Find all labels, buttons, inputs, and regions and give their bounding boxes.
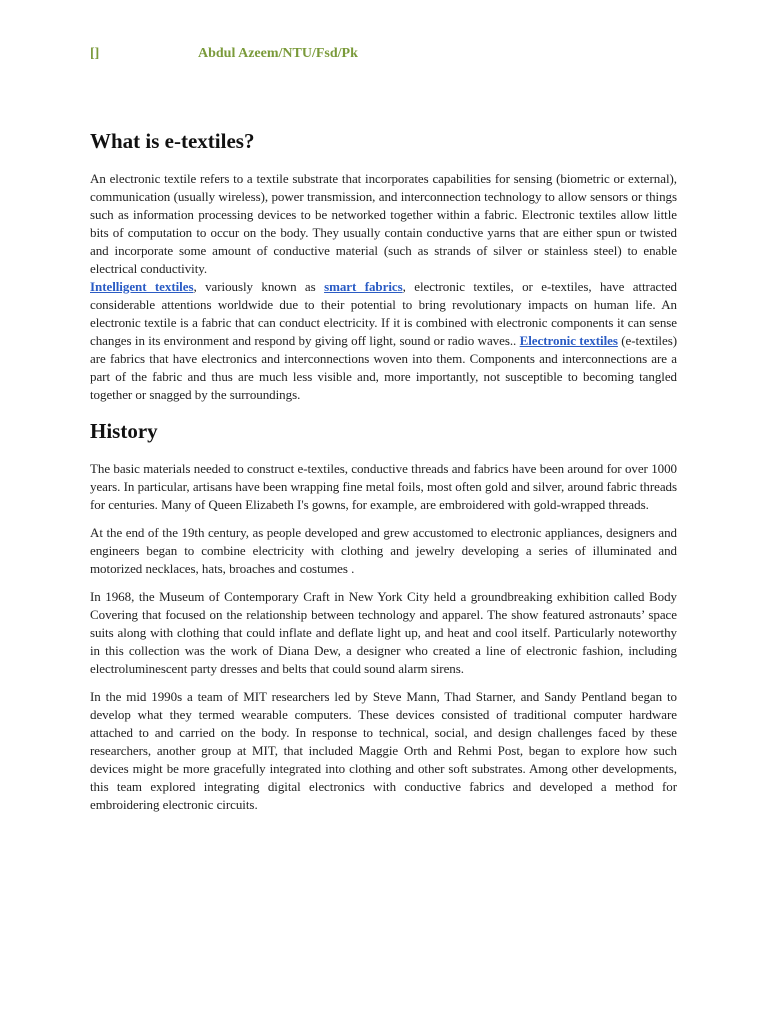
document-body	[90, 126, 677, 824]
section-title-what-is-etextiles: What is e-textiles?	[90, 129, 255, 153]
history-paragraph-1: The basic materials needed to construct e-textiles, conductive threads and fabrics have been around for over 1000 years. In particular, artisans have been wrapping fine metal foils, most often gold and silver, around fabric threads for centuries. Many of Queen Elizabeth I's gowns, for example, are embroidered with gold-wrapped threads.	[90, 461, 677, 512]
history-paragraph-2: At the end of the 19th century, as people developed and grew accustomed to electronic appliances, designers and engineers began to combine electricity with clothing and jewelry developing a series of illuminated and motorized necklaces, hats, broaches and costumes .	[90, 525, 677, 576]
smart-fabrics-link[interactable]: smart fabrics	[324, 279, 403, 294]
page-header	[90, 46, 678, 68]
electronic-textiles-link[interactable]: Electronic textiles	[519, 333, 618, 348]
history-paragraph-3: In 1968, the Museum of Contemporary Craft in New York City held a groundbreaking exhibition called Body Covering that focused on the relationship between technology and apparel. The show featured astronauts’ space suits along with clothing that could inflate and deflate light up, and heat and cool itself. Particularly noteworthy in this collection was the work of Diana Dew, a designer who created a line of electronic fashion, including electroluminescent party dresses and belts that could sound alarm sirens.	[90, 589, 677, 676]
para2-text-1: , variously known as	[193, 279, 325, 294]
intelligent-textiles-paragraph	[90, 278, 677, 404]
history-paragraph-4: In the mid 1990s a team of MIT researchers led by Steve Mann, Thad Starner, and Sandy Pentland began to develop what they termed wearable computers. These devices consisted of traditional computer hardware attached to and carried on the body. In response to technical, social, and design challenges faced by these researchers, another group at MIT, that included Maggie Orth and Rehmi Post, began to explore how such devices might be more gracefully integrated into clothing and other soft substrates. Among other developments, this team explored integrating digital electronics with conductive fabrics and developed a method for embroidering electronic circuits.	[90, 689, 677, 812]
intelligent-textiles-link[interactable]: Intelligent textiles	[90, 279, 194, 294]
para2-text-2: , electronic textiles, or e-textiles, have attracted considerable attentions worldwide due to their potential to bring revolutionary impacts on human life. An electronic textile is a fabric that can conduct electricity. If it is combined with electronic components it can sense changes in its environment and respond by giving off light, sound or radio waves..	[90, 279, 677, 348]
section-title-history: History	[90, 419, 158, 443]
header-bracket: []	[90, 46, 100, 61]
intro-paragraph: An electronic textile refers to a textile substrate that incorporates capabilities for sensing (biometric or external), communication (usually wireless), power transmission, and interconnection technology to allow sensors or things such as information processing devices to be networked together within a fabric. Electronic textiles allow little bits of computation to occur on the body. They usually contain conductive yarns that are either spun or twisted and incorporate some amount of conductive material (such as strands of silver or stainless steel) to enable electrical conductivity.	[90, 171, 677, 276]
header-author: Abdul Azeem/NTU/Fsd/Pk	[198, 46, 358, 61]
para2-text-3: (e-textiles) are fabrics that have electronics and interconnections woven into them. Components and interconnections are a part of the fabric and thus are much less visible and, more importantly, not susceptible to becoming tangled together or snagged by the surroundings.	[90, 333, 677, 402]
